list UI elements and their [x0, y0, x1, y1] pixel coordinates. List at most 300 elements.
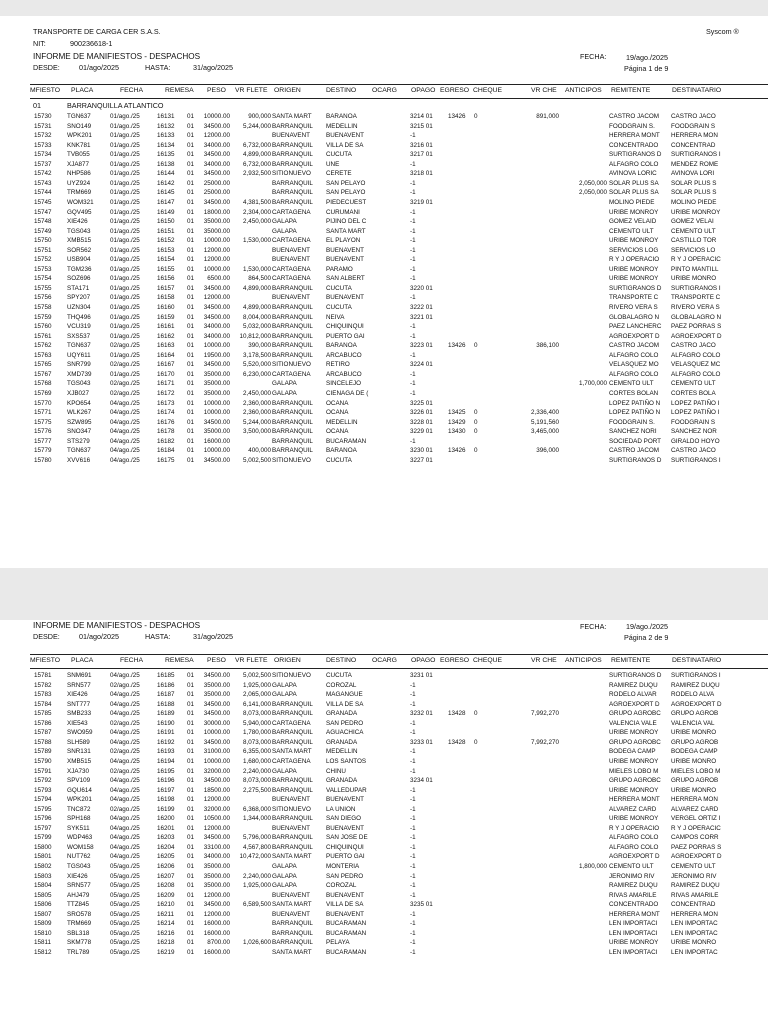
cell-opago: -1 [410, 437, 416, 445]
cell-remesa-suffix: 01 [187, 805, 195, 813]
cell-opago: -1 [410, 691, 416, 699]
cell-opago: -1 [410, 370, 416, 378]
col-fecha: FECHA [120, 657, 144, 664]
cell-peso: 35000.00 [203, 863, 230, 870]
cell-remitente: TRANSPORTE C [609, 294, 659, 302]
cell-remesa: 16135 [157, 151, 175, 159]
cell-peso: 34500.00 [203, 361, 230, 369]
cell-egreso: 13426 [448, 342, 466, 350]
cell-destino: SAN PEDRO [326, 719, 364, 727]
cell-destinatario: GRUPO AGROB [671, 710, 719, 718]
cell-peso: 16000.00 [203, 437, 230, 445]
cell-opago: -1 [410, 380, 416, 388]
cell-fecha: 01/ago./25 [110, 132, 140, 140]
cell-vr-flete: 6,368,000 [242, 805, 271, 813]
cell-opago: 3219 01 [410, 198, 433, 206]
cell-mfiesto: 15779 [34, 447, 52, 455]
cell-remesa: 16192 [157, 738, 175, 746]
cell-mfiesto: 15765 [34, 361, 52, 369]
cell-remitente: URIBE MONROY [609, 757, 659, 765]
cell-vr-flete: 4,899,000 [242, 284, 271, 292]
cell-remesa-suffix: 01 [187, 113, 195, 120]
cell-placa: SMB233 [67, 710, 92, 718]
cell-fecha: 04/ago./25 [110, 456, 140, 464]
cell-fecha: 04/ago./25 [110, 757, 140, 765]
cell-vr-che: 891,000 [536, 113, 559, 120]
cell-destino: PUERTO GAI [326, 332, 365, 340]
cell-opago: 3226 01 [410, 409, 433, 417]
col-placa: PLACA [71, 657, 94, 664]
cell-origen: BARRANQUIL [272, 198, 313, 206]
cell-destino: SINCELEJO [326, 380, 361, 388]
cell-destino: MEDELLIN [326, 122, 358, 130]
cell-fecha: 02/ago./25 [110, 719, 140, 727]
cell-destinatario: URIBE MONRO [671, 786, 717, 794]
cell-remitente: AVINOVA LORIC [609, 170, 657, 178]
cell-placa: SPV109 [67, 777, 91, 785]
cell-fecha: 04/ago./25 [110, 409, 140, 417]
cell-remitente: CEMENTO ULT [609, 863, 654, 870]
cell-remitente: MIELES LOBO M [609, 767, 659, 775]
cell-opago: 3229 01 [410, 428, 433, 436]
cell-remesa-suffix: 01 [187, 681, 195, 689]
cell-destino: SANTA MART [326, 227, 366, 235]
cell-vr-flete: 6,732,000 [242, 141, 271, 149]
cell-destino: MEDELLIN [326, 418, 358, 426]
cell-remesa-suffix: 01 [187, 418, 195, 426]
cell-remesa-suffix: 01 [187, 786, 195, 794]
cell-opago: -1 [410, 824, 416, 832]
cell-destino: VILLA DE SA [326, 901, 364, 909]
cell-peso: 35000.00 [203, 380, 230, 388]
hasta-label: HASTA: [145, 632, 171, 641]
cell-remitente: VELASQUEZ MO [609, 361, 659, 369]
cell-remesa: 16187 [157, 691, 175, 699]
cell-peso: 34500.00 [203, 122, 230, 130]
cell-remitente: LOPEZ PATIÑO N [609, 409, 661, 417]
cell-destino: BUENAVENT [326, 294, 365, 302]
col-destinatario: DESTINATARIO [672, 657, 722, 664]
cell-remitente: ALFAGRO COLO [609, 160, 659, 168]
table-row [0, 739, 768, 748]
cell-remesa: 16138 [157, 160, 175, 168]
cell-vr-flete: 6,589,500 [242, 901, 271, 909]
cell-destinatario: VALENCIA VAL [671, 719, 715, 727]
cell-fecha: 01/ago./25 [110, 351, 140, 359]
cell-peso: 34500.00 [203, 418, 230, 426]
cell-remesa: 16142 [157, 179, 175, 187]
cell-destinatario: JERONIMO RIV [671, 872, 717, 880]
cell-remesa: 16157 [157, 284, 175, 292]
cell-opago: -1 [410, 929, 416, 937]
cell-destino: RETIRO [326, 361, 350, 369]
cell-mfiesto: 15763 [34, 351, 52, 359]
cell-origen: BARRANQUIL [272, 815, 313, 823]
table-row [0, 777, 768, 786]
col-remitente: REMITENTE [611, 87, 651, 94]
cell-remesa-suffix: 01 [187, 691, 195, 699]
cell-placa: TGS043 [67, 863, 91, 870]
cell-placa: KPO654 [67, 399, 91, 407]
cell-vr-flete: 5,002,500 [242, 672, 271, 679]
cell-fecha: 01/ago./25 [110, 275, 140, 283]
cell-destino: PIEDECUEST [326, 198, 367, 206]
cell-egreso: 13426 [448, 447, 466, 455]
cell-fecha: 02/ago./25 [110, 767, 140, 775]
cell-origen: SITIONUEVO [272, 456, 311, 464]
cell-mfiesto: 15801 [34, 853, 52, 861]
table-row [0, 400, 768, 409]
cell-mfiesto: 15771 [34, 409, 52, 417]
cell-destinatario: URIBE MONRO [671, 939, 717, 947]
cell-remesa: 16216 [157, 929, 175, 937]
cell-peso: 10000.00 [203, 342, 230, 350]
cell-fecha: 04/ago./25 [110, 447, 140, 455]
cell-remesa-suffix: 01 [187, 872, 195, 880]
table-row [0, 428, 768, 437]
cell-origen: SANTA MART [272, 853, 312, 861]
cell-cheque: 0 [474, 418, 478, 426]
cell-remesa-suffix: 01 [187, 939, 195, 947]
cell-destinatario: SURTIGRANOS I [671, 151, 721, 159]
cell-remitente: SURTIGRANOS D [609, 456, 662, 464]
cell-vr-flete: 8,073,000 [242, 710, 271, 718]
cell-opago: 3217 01 [410, 151, 433, 159]
col-peso: PESO [207, 657, 226, 664]
table-row [0, 170, 768, 179]
cell-destinatario: AGROEXPORT D [671, 332, 722, 340]
col-destino: DESTINO [326, 657, 357, 664]
cell-placa: TGS043 [67, 227, 91, 235]
cell-opago: 3215 01 [410, 122, 433, 130]
cell-remesa: 16170 [157, 370, 175, 378]
cell-origen: SANTA MART [272, 948, 312, 956]
cell-remesa-suffix: 01 [187, 170, 195, 178]
cell-placa: XVV616 [67, 456, 91, 464]
cell-opago: -1 [410, 882, 416, 890]
cell-remesa: 16191 [157, 729, 175, 737]
cell-vr-flete: 1,925,000 [242, 681, 271, 689]
cell-opago: 3231 01 [410, 672, 433, 679]
cell-remesa: 16211 [157, 910, 175, 918]
cell-mfiesto: 15768 [34, 380, 52, 388]
cell-placa: TRL789 [67, 948, 90, 956]
cell-placa: STA171 [67, 284, 90, 292]
cell-remesa-suffix: 01 [187, 757, 195, 765]
cell-remesa-suffix: 01 [187, 863, 195, 870]
cell-mfiesto: 15756 [34, 294, 52, 302]
cell-peso: 34500.00 [203, 710, 230, 718]
cell-destinatario: GLOBALAGRO N [671, 313, 722, 321]
cell-mfiesto: 15752 [34, 256, 52, 264]
cell-placa: UYZ924 [67, 179, 91, 187]
cell-remesa: 16186 [157, 681, 175, 689]
cell-remitente: ALFAGRO COLO [609, 843, 659, 851]
cell-vr-che: 2,336,400 [530, 409, 559, 417]
cell-remesa-suffix: 01 [187, 729, 195, 737]
cell-destinatario: MENDEZ ROME [671, 160, 719, 168]
cell-peso: 34500.00 [203, 198, 230, 206]
cell-mfiesto: 15794 [34, 796, 52, 804]
cell-remesa-suffix: 01 [187, 246, 195, 254]
cell-origen: BARRANQUIL [272, 313, 313, 321]
cell-mfiesto: 15780 [34, 456, 52, 464]
cell-peso: 12000.00 [203, 910, 230, 918]
cell-opago: 3228 01 [410, 418, 433, 426]
cell-cheque: 0 [474, 428, 478, 436]
cell-destinatario: CASTRO JACO [671, 342, 716, 350]
cell-remesa-suffix: 01 [187, 275, 195, 283]
cell-remitente: GLOBALAGRO N [609, 313, 660, 321]
cell-vr-flete: 2,240,000 [242, 767, 271, 775]
cell-remesa-suffix: 01 [187, 920, 195, 928]
cell-peso: 18500.00 [203, 786, 230, 794]
cell-placa: WPK201 [67, 796, 92, 804]
cell-fecha: 05/ago./25 [110, 882, 140, 890]
cell-fecha: 04/ago./25 [110, 815, 140, 823]
cell-destinatario: BODEGA CAMP [671, 748, 718, 756]
cell-remesa: 16155 [157, 265, 175, 273]
desde-value: 01/ago/2025 [79, 632, 119, 641]
cell-mfiesto: 15770 [34, 399, 52, 407]
cell-destino: PELAYA [326, 939, 350, 947]
cell-opago: -1 [410, 748, 416, 756]
cell-destinatario: RIVAS AMARILE [671, 891, 719, 899]
cell-origen: BARRANQUIL [272, 418, 313, 426]
cell-opago: -1 [410, 767, 416, 775]
cell-remitente: FOODGRAIN S. [609, 418, 655, 426]
cell-destino: GRANADA [326, 777, 358, 785]
cell-origen: CARTAGENA [272, 370, 311, 378]
cell-vr-flete: 6,230,000 [242, 370, 271, 378]
cell-vr-che: 7,992,270 [530, 738, 559, 746]
cell-anticipos: 2,050,000 [578, 189, 607, 197]
hasta-label: HASTA: [145, 63, 171, 72]
cell-opago: 3234 01 [410, 777, 433, 785]
cell-remesa-suffix: 01 [187, 748, 195, 756]
cell-vr-che: 5,191,560 [530, 418, 559, 426]
cell-destino: UNE [326, 160, 340, 168]
cell-placa: XJB027 [67, 389, 90, 397]
cell-fecha: 02/ago./25 [110, 748, 140, 756]
cell-origen: BARRANQUIL [272, 351, 313, 359]
cell-opago: 3233 01 [410, 738, 433, 746]
cell-peso: 32000.00 [203, 767, 230, 775]
cell-vr-flete: 6,355,000 [242, 748, 271, 756]
cell-origen: GALAPA [272, 691, 297, 699]
report-page-2 [0, 620, 768, 1024]
cell-remesa-suffix: 01 [187, 189, 195, 197]
cell-remitente: CORTES BOLAN [609, 389, 659, 397]
cell-placa: TRM669 [67, 920, 92, 928]
cell-origen: CARTAGENA [272, 275, 311, 283]
cell-mfiesto: 15812 [34, 948, 52, 956]
cell-egreso: 13425 [448, 409, 466, 417]
table-row [0, 901, 768, 910]
cell-destinatario: URIBE MONROY [671, 208, 721, 216]
report-title: INFORME DE MANIFIESTOS - DESPACHOS [33, 52, 201, 61]
cell-remesa: 16182 [157, 437, 175, 445]
cell-placa: XMB515 [67, 237, 92, 245]
cell-fecha: 04/ago./25 [110, 853, 140, 861]
cell-origen: GALAPA [272, 767, 297, 775]
cell-destinatario: FOODGRAIN S [671, 418, 716, 426]
cell-origen: GALAPA [272, 389, 297, 397]
cell-mfiesto: 15800 [34, 843, 52, 851]
cell-fecha: 04/ago./25 [110, 729, 140, 737]
cell-vr-flete: 4,381,500 [242, 198, 271, 206]
cell-opago: -1 [410, 237, 416, 245]
cell-fecha: 01/ago./25 [110, 332, 140, 340]
cell-remesa: 16210 [157, 901, 175, 909]
cell-remesa: 16162 [157, 332, 175, 340]
cell-origen: BARRANQUIL [272, 447, 313, 455]
cell-remesa-suffix: 01 [187, 284, 195, 292]
cell-remesa-suffix: 01 [187, 891, 195, 899]
cell-opago: -1 [410, 351, 416, 359]
cell-placa: SWO959 [67, 729, 93, 737]
cell-origen: BARRANQUIL [272, 409, 313, 417]
cell-destinatario: R Y J OPERACIC [671, 256, 721, 264]
cell-remesa: 16145 [157, 189, 175, 197]
cell-placa: TRM669 [67, 189, 92, 197]
cell-fecha: 01/ago./25 [110, 265, 140, 273]
cell-opago: -1 [410, 323, 416, 331]
cell-remitente: GOMEZ VELAID [609, 218, 657, 226]
table-row [0, 806, 768, 815]
cell-remesa-suffix: 01 [187, 361, 195, 369]
cell-mfiesto: 15748 [34, 218, 52, 226]
cell-peso: 16000.00 [203, 929, 230, 937]
cell-vr-flete: 2,360,000 [242, 409, 271, 417]
cell-remesa-suffix: 01 [187, 672, 195, 679]
col-mfiesto: MFIESTO [30, 87, 61, 94]
cell-remesa-suffix: 01 [187, 824, 195, 832]
cell-mfiesto: 15791 [34, 767, 52, 775]
header-rule-bottom [30, 98, 768, 99]
cell-placa: WLK267 [67, 409, 92, 417]
cell-opago: -1 [410, 805, 416, 813]
cell-peso: 8700.00 [207, 939, 230, 947]
cell-vr-flete: 2,065,000 [242, 691, 271, 699]
nit-label: NIT: [33, 39, 46, 48]
cell-remesa: 16158 [157, 294, 175, 302]
cell-placa: WPK201 [67, 132, 92, 140]
cell-remesa: 16133 [157, 132, 175, 140]
cell-opago: -1 [410, 786, 416, 794]
cell-origen: BARRANQUIL [272, 929, 313, 937]
col-fecha: FECHA [120, 87, 144, 94]
cell-peso: 35000.00 [203, 882, 230, 890]
cell-remesa: 16203 [157, 834, 175, 842]
cell-origen: BARRANQUIL [272, 304, 313, 311]
cell-remesa-suffix: 01 [187, 389, 195, 397]
cell-destinatario: SOLAR PLUS S [671, 189, 717, 197]
cell-mfiesto: 15751 [34, 246, 52, 254]
cell-placa: TGN637 [67, 113, 91, 120]
table-row [0, 729, 768, 738]
cell-fecha: 02/ago./25 [110, 380, 140, 388]
cell-opago: 3223 01 [410, 342, 433, 350]
cell-destino: BUCARAMAN [326, 920, 367, 928]
table-row [0, 294, 768, 303]
table-row [0, 266, 768, 275]
cell-remitente: R Y J OPERACIO [609, 824, 660, 832]
cell-origen: CARTAGENA [272, 237, 311, 245]
cell-vr-flete: 2,304,000 [242, 208, 271, 216]
cell-destinatario: TRANSPORTE C [671, 294, 721, 302]
cell-remitente: RIVERO VERA S [609, 304, 658, 311]
cell-origen: GALAPA [272, 218, 297, 226]
cell-mfiesto: 15799 [34, 834, 52, 842]
cell-placa: SNO149 [67, 122, 92, 130]
desde-value: 01/ago/2025 [79, 63, 119, 72]
cell-fecha: 04/ago./25 [110, 738, 140, 746]
cell-fecha: 01/ago./25 [110, 370, 140, 378]
cell-vr-flete: 900,000 [248, 113, 271, 120]
table-row [0, 409, 768, 418]
cell-placa: VCU319 [67, 323, 91, 331]
cell-remesa-suffix: 01 [187, 332, 195, 340]
col-origen: ORIGEN [274, 87, 301, 94]
cell-origen: BARRANQUIL [272, 179, 313, 187]
cell-vr-flete: 2,360,000 [242, 399, 271, 407]
cell-destinatario: CASTILLO TOR [671, 237, 717, 245]
cell-remesa-suffix: 01 [187, 738, 195, 746]
cell-remesa: 16188 [157, 700, 175, 708]
cell-destinatario: PINTO MANTILL [671, 265, 719, 273]
cell-destino: OCANA [326, 409, 349, 417]
cell-placa: TGN637 [67, 447, 91, 455]
cell-peso: 10000.00 [203, 237, 230, 245]
table-row [0, 853, 768, 862]
cell-mfiesto: 15755 [34, 284, 52, 292]
cell-fecha: 04/ago./25 [110, 672, 140, 679]
cell-opago: -1 [410, 227, 416, 235]
col-anticipos: ANTICIPOS [565, 657, 602, 664]
table-row [0, 834, 768, 843]
cell-remesa: 16149 [157, 208, 175, 216]
cell-placa: SNM691 [67, 672, 92, 679]
cell-remitente: VALENCIA VALE [609, 719, 657, 727]
table-row [0, 758, 768, 767]
cell-origen: BUENAVENT [272, 824, 311, 832]
page-number: Página 1 de 9 [624, 64, 669, 73]
cell-vr-flete: 5,244,000 [242, 122, 271, 130]
cell-vr-che: 396,000 [536, 447, 559, 455]
cell-mfiesto: 15744 [34, 189, 52, 197]
cell-mfiesto: 15784 [34, 700, 52, 708]
cell-remitente: ALVAREZ CARD [609, 805, 657, 813]
cell-mfiesto: 15769 [34, 389, 52, 397]
cell-destino: GRANADA [326, 738, 358, 746]
cell-vr-flete: 4,567,800 [242, 843, 271, 851]
cell-origen: BARRANQUIL [272, 399, 313, 407]
cell-fecha: 01/ago./25 [110, 218, 140, 226]
cell-placa: SOZ696 [67, 275, 91, 283]
cell-mfiesto: 15783 [34, 691, 52, 699]
cell-anticipos: 1,700,000 [578, 380, 607, 388]
cell-cheque: 0 [474, 409, 478, 417]
cell-origen: BARRANQUIL [272, 700, 313, 708]
cell-peso: 12000.00 [203, 294, 230, 302]
cell-destinatario: R Y J OPERACIC [671, 824, 721, 832]
cell-fecha: 05/ago./25 [110, 920, 140, 928]
cell-placa: TTZ845 [67, 901, 90, 909]
cell-anticipos: 2,050,000 [578, 179, 607, 187]
cell-destinatario: AGROEXPORT D [671, 853, 722, 861]
cell-vr-flete: 4,899,000 [242, 304, 271, 311]
